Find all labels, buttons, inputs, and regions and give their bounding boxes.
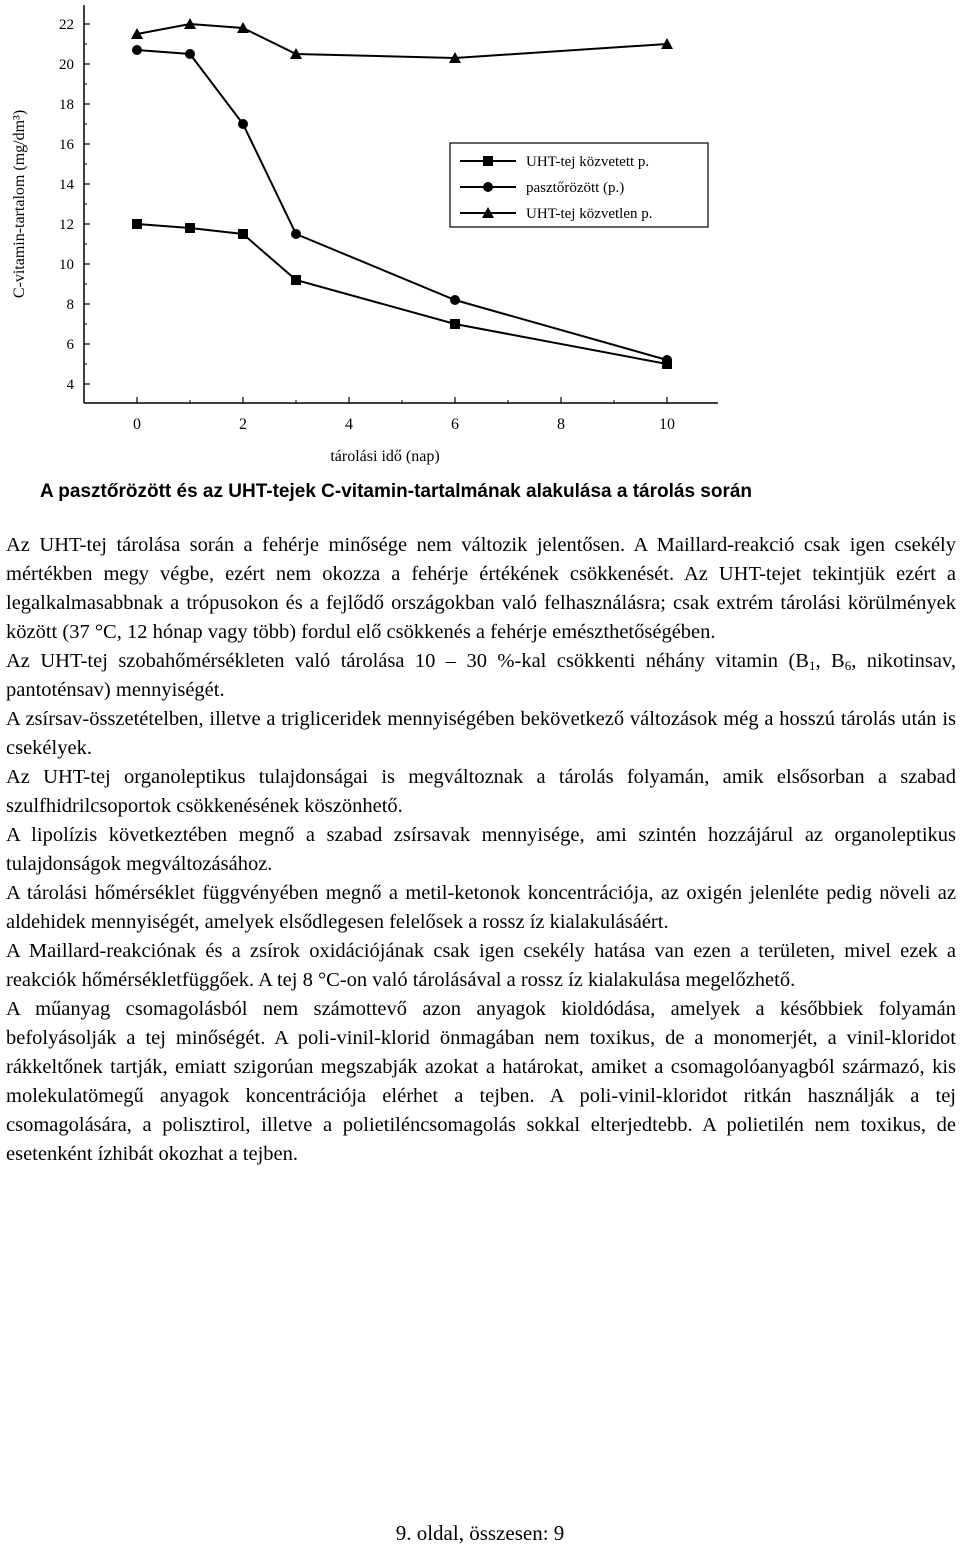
paragraph-organoleptic: Az UHT-tej organoleptikus tulajdonságai is megváltoznak a tárolás folyamán, amik elsősorban a szabad szulfhidrilcsoportok csökkenésének köszönhető.	[6, 766, 956, 817]
vitamin-text-a: Az UHT-tej szobahőmérsékleten való tárolása 10 – 30 %-kal csökkenti néhány vitamin (B	[6, 650, 809, 672]
paragraph-fatty-acids: A zsírsav-összetételben, illetve a trigliceridek mennyiségében bekövetkező változások még a hosszú tárolás után is csekélyek.	[6, 708, 956, 759]
chart-legend	[450, 143, 708, 227]
vitamin-c-chart	[0, 0, 960, 470]
chart-axes	[11, 5, 718, 465]
y-tick-label: 10	[59, 257, 74, 273]
paragraph-lipolysis: A lipolízis következtében megnő a szabad zsírsavak mennyisége, ami szintén hozzájárul az organoleptikus tulajdonságok megváltozásához.	[6, 824, 956, 875]
x-tick-label: 8	[557, 416, 565, 433]
x-tick-label: 0	[133, 416, 141, 433]
paragraph-packaging: A műanyag csomagolásból nem számottevő azon anyagok kioldódása, amelyek a későbbiek folyamán befolyásolják a tej minőségét. A poli-vinil-klorid önmagában nem toxikus, de a monomerjét, a vinil-kloridot rákkeltőnek tartják, emiatt szigorúan megszabják azokat a határokat, amiket a csomagolóanyagból származó, kis molekulatömegű anyagok koncentrációja elérhet a tejben. A poli-vinil-kloridot ritkán használják a tej csomagolására, a polisztirol, illetve a polietiléncsomagolás sokkal elterjedtebb. A polietilén nem toxikus, de esetenként ízhibát okozhat a tejben.	[6, 998, 956, 1165]
y-tick-label: 14	[59, 177, 74, 193]
y-axis-label: C-vitamin-tartalom (mg/dm³)	[11, 109, 28, 299]
x-axis-label: tárolási idő (nap)	[330, 448, 440, 465]
legend-marker	[483, 156, 493, 166]
series-line	[137, 50, 667, 360]
data-point	[450, 295, 460, 305]
x-tick-label: 10	[659, 416, 675, 433]
data-point	[450, 319, 460, 329]
y-tick-label: 4	[66, 377, 74, 393]
paragraph-protein-quality: Az UHT-tej tárolása során a fehérje minősége nem változik jelentősen. A Maillard-reakció csak igen csekély mértékben megy végbe, ezért nem okozza a fehérje értékének csökkenését. Az UHT-tejet tekintjük ezért a legalkalmasabbnak a trópusokon és a fejlődő országokban való felhasználásra; csak extrém tárolási körülmények között (37 °C, 12 hónap vagy több) fordul elő csökkenés a fehérje emészthetőségében.	[6, 534, 956, 643]
data-point	[132, 219, 142, 229]
data-point	[291, 275, 301, 285]
data-point	[238, 229, 248, 239]
x-tick-label: 4	[345, 416, 353, 433]
paragraph-maillard: A Maillard-reakciónak és a zsírok oxidációjának csak igen csekély hatása van ezen a területen, mivel ezek a reakciók hőmérsékletfüggőek. A tej 8 °C-on való tárolásával a rossz íz kialakulása megelőzhető.	[6, 940, 956, 991]
vitamin-b1-subscript: 1	[808, 658, 816, 673]
figure-caption: A pasztőrözött és az UHT-tejek C-vitamin-tartalmának alakulása a tárolás során	[40, 481, 753, 502]
page-footer: 9. oldal, összesen: 9	[395, 1521, 565, 1545]
y-tick-label: 18	[59, 97, 74, 113]
paragraph-methyl-ketones: A tárolási hőmérséklet függvényében megnő a metil-ketonok koncentrációja, az oxigén jelenléte pedig növeli az aldehidek mennyiségét, amelyek elsődlegesen felelősek a rossz íz kialakulásáért.	[6, 882, 956, 933]
vitamin-b6-subscript: 6	[844, 658, 852, 673]
y-tick-label: 8	[66, 297, 74, 313]
legend-label: UHT-tej közvetett p.	[526, 154, 650, 170]
y-tick-label: 12	[59, 217, 74, 233]
data-point	[185, 223, 195, 233]
data-point	[238, 119, 248, 129]
legend-label: UHT-tej közvetlen p.	[526, 206, 653, 222]
y-tick-label: 22	[59, 17, 74, 33]
vitamin-text-b: , B	[815, 650, 845, 672]
legend-marker	[483, 182, 493, 192]
body-text	[6, 531, 956, 1169]
data-point	[185, 49, 195, 59]
x-tick-label: 6	[451, 416, 459, 433]
legend-label: pasztőrözött (p.)	[526, 180, 625, 196]
y-tick-label: 20	[59, 57, 74, 73]
vitamin-text-c: , nikotinsav, pantoténsav) mennyiségét.	[6, 650, 956, 701]
y-tick-label: 6	[66, 337, 74, 353]
data-point	[132, 45, 142, 55]
series-line	[137, 224, 667, 364]
data-point	[662, 355, 672, 365]
y-tick-label: 16	[59, 137, 74, 153]
paragraph-vitamin-loss	[6, 647, 956, 705]
series-line	[137, 24, 667, 58]
data-point	[291, 229, 301, 239]
x-tick-label: 2	[239, 416, 247, 433]
